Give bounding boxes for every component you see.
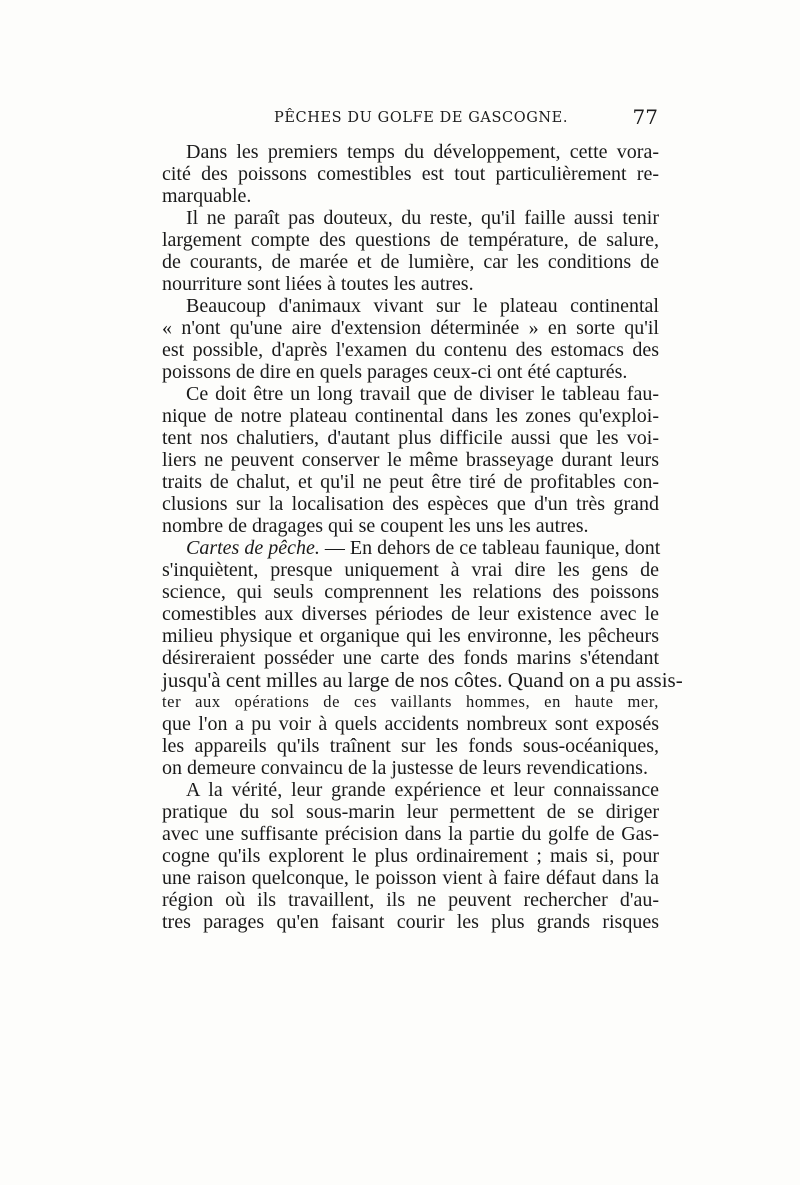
line-text: comestibles aux diverses périodes de leur existence avec le [162, 603, 659, 625]
line-text: science, qui seuls comprennent les relations des poissons [162, 581, 659, 603]
text-line [162, 317, 659, 339]
line-text: que l'on a pu voir à quels accidents nombreux sont exposés [162, 713, 659, 735]
line-text: tent nos chalutiers, d'autant plus difficile aussi que les voi- [162, 427, 659, 449]
text-line [162, 163, 659, 185]
text-line [162, 339, 659, 361]
text-line [162, 801, 659, 823]
text-line [162, 493, 659, 515]
line-text: s'inquiètent, presque uniquement à vrai dire les gens de [162, 559, 659, 581]
text-line [162, 207, 659, 229]
section-heading-italic: Cartes de pêche. [186, 537, 320, 559]
line-text: poissons de dire en quels parages ceux-ci ont été capturés. [162, 361, 628, 383]
text-line [162, 141, 659, 163]
line-text: — En dehors de ce tableau faunique, dont [319, 537, 661, 559]
text-line [162, 405, 659, 427]
text-line [162, 471, 659, 493]
line-text: marquable. [162, 185, 252, 207]
text-line [162, 185, 659, 207]
line-text: cité des poissons comestibles est tout particulièrement re- [162, 163, 659, 185]
text-line [162, 911, 659, 933]
text-line [162, 691, 659, 713]
line-text: largement compte des questions de température, de salure, [162, 229, 659, 251]
line-text: avec une suffisante précision dans la partie du golfe de Gas- [162, 823, 659, 845]
text-line [162, 889, 659, 911]
text-line [162, 647, 659, 669]
text-line [162, 668, 683, 692]
text-line [162, 383, 659, 405]
line-text: pratique du sol sous-marin leur permettent de se diriger [162, 801, 659, 823]
line-text: milieu physique et organique qui les environne, les pêcheurs [162, 625, 659, 647]
line-text: A la vérité, leur grande expérience et leur connaissance [186, 779, 659, 801]
body-text [162, 141, 683, 933]
line-text: on demeure convaincu de la justesse de leurs revendications. [162, 757, 648, 779]
line-text: tres parages qu'en faisant courir les plus grands risques [162, 911, 659, 933]
line-text: nique de notre plateau continental dans les zones qu'exploi- [162, 405, 659, 427]
text-line [162, 559, 659, 581]
text-line [162, 295, 659, 317]
text-line [162, 361, 659, 383]
line-text: Ce doit être un long travail que de diviser le tableau fau- [186, 383, 659, 405]
line-text: jusqu'à cent milles au large de nos côtes. Quand on a pu assis- [162, 668, 683, 692]
line-text: cogne qu'ils explorent le plus ordinairement ; mais si, pour [162, 845, 659, 867]
text-line [162, 229, 659, 251]
text-line [162, 867, 659, 889]
text-line [162, 273, 659, 295]
text-line [162, 427, 659, 449]
line-text: Il ne paraît pas douteux, du reste, qu'il faille aussi tenir [186, 207, 659, 229]
line-text: ter aux opérations de ces vaillants hommes, en haute mer, [162, 692, 659, 711]
text-line [162, 603, 659, 625]
text-line [162, 845, 659, 867]
line-text: nombre de dragages qui se coupent les uns les autres. [162, 515, 589, 537]
text-line [162, 251, 659, 273]
line-text: traits de chalut, et qu'il ne peut être tiré de profitables con- [162, 471, 659, 493]
text-line [162, 779, 659, 801]
line-text: liers ne peuvent conserver le même brasseyage durant leurs [162, 449, 659, 471]
line-text: une raison quelconque, le poisson vient à faire défaut dans la [162, 867, 659, 889]
text-line [162, 581, 659, 603]
line-text: région où ils travaillent, ils ne peuvent rechercher d'au- [162, 889, 659, 911]
line-text: nourriture sont liées à toutes les autres. [162, 273, 474, 295]
line-text: de courants, de marée et de lumière, car les conditions de [162, 251, 659, 273]
line-text: Dans les premiers temps du développement, cette vora- [186, 141, 659, 163]
line-text: désireraient posséder une carte des fonds marins s'étendant [162, 647, 659, 669]
text-line [162, 713, 659, 735]
line-text: les appareils qu'ils traînent sur les fonds sous-océaniques, [162, 735, 659, 757]
text-line [162, 449, 659, 471]
text-line [162, 537, 659, 559]
page-header [162, 104, 658, 134]
running-title: PÊCHES DU GOLFE DE GASCOGNE. [274, 110, 569, 126]
text-line [162, 757, 659, 779]
text-line [162, 823, 659, 845]
line-text: clusions sur la localisation des espèces que d'un très grand [162, 493, 659, 515]
page-number: 77 [632, 105, 658, 129]
text-line [162, 625, 659, 647]
line-text: est possible, d'après l'examen du contenu des estomacs des [162, 339, 659, 361]
text-line [162, 515, 659, 537]
line-text: « n'ont qu'une aire d'extension déterminée » en sorte qu'il [162, 317, 659, 339]
line-text: Beaucoup d'animaux vivant sur le plateau continental [186, 295, 659, 317]
text-line [162, 735, 659, 757]
